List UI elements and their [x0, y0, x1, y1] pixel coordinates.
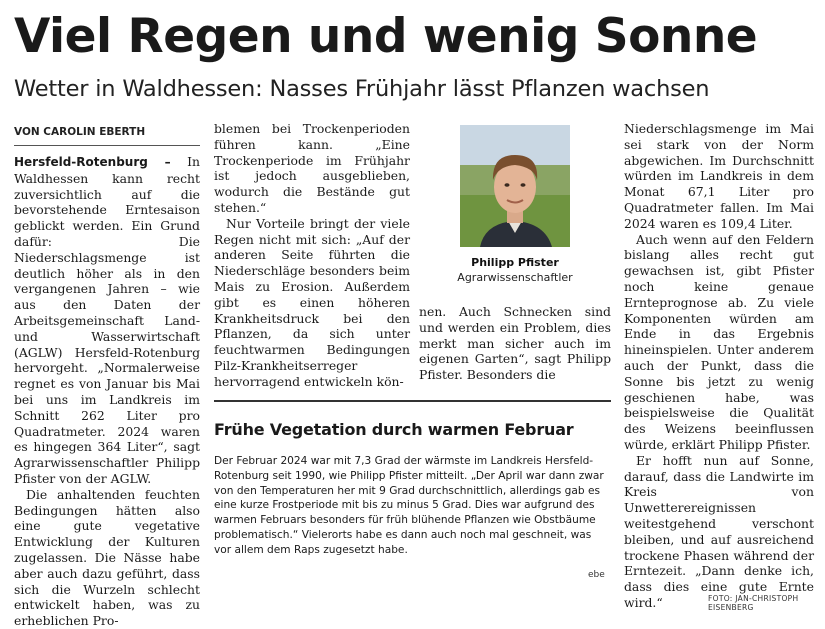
article-column-1	[14, 154, 200, 629]
photo-caption-name: Philipp Pfister	[471, 256, 559, 269]
paragraph: Nur Vorteile bringt der viele Regen nicht mit sich: „Auf der anderen Seite führten die Niederschläge besonders beim Mais zu Erosion. Außerdem gibt es einen höheren Krankheitsdruck bei den Pflanzen, da sich unter feuchtwarmen Bedingungen Pilz-Krankheitserreger hervorragend entwickeln kön-	[214, 215, 410, 389]
paragraph: Er hofft nun auf Sonne, darauf, dass die Landwirte im Kreis von Unwetterereignissen weitestgehend verschont bleiben, und auf ausreichend trockene Phasen während der Erntezeit. „Dann denke ich, dass dies eine gute Ernte wird.“	[624, 452, 814, 610]
article-column-4	[624, 121, 814, 611]
info-box-title: Frühe Vegetation durch warmen Februar	[214, 420, 574, 439]
subheadline: Wetter in Waldhessen: Nasses Frühjahr lässt Pflanzen wachsen	[14, 76, 710, 102]
place-marker: Hersfeld-Rotenburg –	[14, 155, 171, 169]
paragraph: blemen bei Trockenperioden führen kann. „Eine Trockenperiode im Frühjahr ist jedoch ausgeblieben, wodurch die Bestände gut stehen.“	[214, 121, 410, 215]
paragraph: nen. Auch Schnecken sind und werden ein Problem, dies merkt man sicher auch im eigenen Garten“, sagt Philipp Pfister. Besonders die	[419, 304, 611, 383]
portrait-photo	[460, 125, 570, 247]
portrait-image	[460, 125, 570, 247]
article-column-3	[419, 304, 611, 383]
article-column-2	[214, 121, 410, 390]
paragraph: Niederschlagsmenge im Mai sei stark von der Norm abgewichen. Im Durchschnitt würden im Landkreis in dem Monat 67,1 Liter pro Quadratmeter fallen. Im Mai 2024 waren es 109,4 Liter.	[624, 121, 814, 231]
paragraph	[14, 154, 200, 487]
info-box-text	[214, 454, 606, 558]
headline: Viel Regen und wenig Sonne	[14, 9, 758, 64]
paragraph: Auch wenn auf den Feldern bislang alles recht gut gewachsen ist, gibt Pfister noch keine genaue Ernteprognose ab. Zu viele Komponenten würden am Ende in das Ergebnis hineinspielen. Unter anderem auch der Punkt, dass die Sonne bis jetzt zu wenig geschienen habe, was beispielsweise die Qualität des Weizens beeinflussen würde, erklärt Philipp Pfister.	[624, 231, 814, 452]
author-signature: ebe	[588, 570, 605, 580]
photo-credit: FOTO: JAN-CHRISTOPH EISENBERG	[708, 594, 799, 612]
byline: VON CAROLIN EBERTH	[14, 124, 200, 146]
paragraph: Die anhaltenden feuchten Bedingungen hätten also eine gute vegetative Entwicklung der Kulturen zugelassen. Die Nässe habe aber auch dazu geführt, dass sich die Wurzeln schlecht entwickelt haben, was zu erheblichen Pro-	[14, 486, 200, 629]
photo-caption-role: Agrarwissenschaftler	[457, 271, 573, 284]
paragraph: Der Februar 2024 war mit 7,3 Grad der wärmste im Landkreis Hersfeld-Rotenburg seit 1990, wie Philipp Pfister mitteilt. „Der April war dann zwar von den Temperaturen her mit 9 Grad durchschnittlich, allerdings gab es eine kurze Frostperiode mit bis zu minus 5 Grad. Dies war aufgrund des warmen Februars besonders für früh blühende Pflanzen wie Obstbäume problematisch.“ Vielerorts habe es dann auch noch mal geschneit, was vor allem dem Raps zugesetzt habe.	[214, 455, 604, 556]
paragraph-text: In Waldhessen kann recht zuversichtlich auf die bevorstehende Erntesaison geblickt werden. Ein Grund dafür: Die Niederschlagsmenge ist deutlich höher als in den vergangenen Jahren – wie aus den Daten der Arbeitsgemeinschaft Land- und Wasserwirtschaft (AGLW) Hersfeld-Rotenburg hervorgeht. „Normalerweise regnet es von Januar bis Mai bei uns im Landkreis im Schnitt 262 Liter pro Quadratmeter. 2024 waren es hingegen 364 Liter“, sagt Agrarwissenschaftler Philipp Pfister von der AGLW.	[14, 154, 200, 486]
